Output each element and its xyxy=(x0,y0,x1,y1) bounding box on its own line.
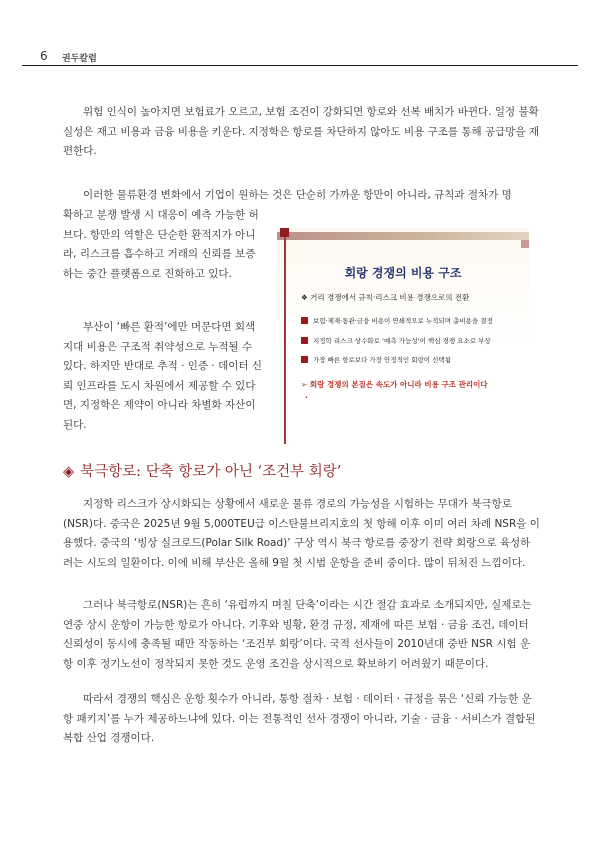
paragraph-3-text: 부산이 ‘빠른 환적’에만 머문다면 회색지대 비용은 구조적 취약성으로 누적될 수 있다. 하지만 반대로 추적 · 인증 · 데이터 신뢰 인프라를 도시 차원에서 제공할 수 있다면, 지정학은 제약이 아니라 차별화 자산이 된다. xyxy=(63,321,263,431)
section-paragraph-text: 지정학 리스크가 상시화되는 상황에서 새로운 물류 경로의 가능성을 시험하는 무대가 북극항로(NSR)다. 중국은 2025년 9월 5,000TEU급 이스탄불브리지호의 첫 항해 이후 이미 여러 차례 NSR을 이용했다. 중국의 ‘빙상 실크로드(Polar Silk Road)’ 구상 역시 북극 항로를 중장기 전략 회랑으로 육성하려는 시도의 일환이다. 이에 비해 부산은 올해 9월 첫 시범 운항을 준비 중이다. 많이 뒤처진 느낌이다. xyxy=(63,498,540,569)
bullet-square-icon xyxy=(301,337,308,344)
paragraph-2-rest-text: 확하고 분쟁 발생 시 대응이 예측 가능한 허브다. 항만의 역할은 단순한 환적지가 아니라, 리스크를 흡수하고 거래의 신뢰를 보증하는 중간 플랫폼으로 진화하고 있다. xyxy=(63,209,259,280)
section-paragraph-text: 그러나 북극항로(NSR)는 흔히 ‘유럽까지 며칠 단축’이라는 시간 절감 효과로 소개되지만, 실제로는 연중 상시 운항이 가능한 항로가 아니다. 기후와 빙황, 환경 규정, 제재에 따른 보험 · 금융 조건, 데이터 신뢰성이 동시에 충족될 때만 작동하는 ‘조건부 회랑’이다. 국적 선사들이 2010년대 중반 NSR 시험 운항 이후 정기노선이 정착되지 못한 것도 운영 조건을 상시적으로 확보하기 어려웠기 때문이다. xyxy=(63,599,532,670)
callout-corner-square xyxy=(280,228,289,237)
callout-title: 회랑 경쟁의 비용 구조 xyxy=(344,266,462,280)
page-header xyxy=(0,0,600,66)
callout-bullet xyxy=(301,355,451,364)
callout-bullet-text: 지정학 리스크 상수화로 ‘예측 가능성’이 핵심 경쟁 요소로 부상 xyxy=(313,337,491,345)
paragraph-2-continuation xyxy=(63,206,263,284)
section-heading xyxy=(63,460,341,481)
header-rule xyxy=(22,65,578,66)
paragraph-3 xyxy=(63,318,263,435)
callout-bullet xyxy=(301,336,491,345)
callout-bullet-text: 가장 빠른 항로보다 가장 안정적인 회랑이 선택됨 xyxy=(313,356,451,364)
callout-conclusion-text: ➢ 회랑 경쟁의 본질은 속도가 아니라 비용 구조 관리이다 xyxy=(301,380,488,389)
callout-bullet-text: 보험·제재·통관·금융 비용이 연쇄적으로 누적되며 총비용을 결정 xyxy=(313,317,493,325)
bullet-square-icon xyxy=(301,317,308,324)
paragraph-2-line1-text: 이러한 물류환경 변화에서 기업이 원하는 것은 단순히 가까운 항만이 아니라, 규칙과 절차가 명 xyxy=(83,189,512,201)
callout-box xyxy=(277,228,529,440)
callout-conclusion xyxy=(301,378,526,404)
bullet-square-icon xyxy=(301,356,308,363)
section-paragraph-2 xyxy=(63,596,540,674)
intro-paragraph xyxy=(63,103,540,162)
callout-bullet xyxy=(301,316,493,325)
diamond-bullet-icon: ◈ xyxy=(63,464,75,480)
section-paragraph-3 xyxy=(63,690,540,749)
intro-paragraph-text: 위험 인식이 높아지면 보험료가 오르고, 보험 조건이 강화되면 항로와 선복 배치가 바뀐다. 일정 불확실성은 재고 비용과 금융 비용을 키운다. 지정학은 항로를 차단하지 않아도 비용 구조를 통해 공급망을 재편한다. xyxy=(63,106,540,157)
callout-top-bar xyxy=(277,232,529,240)
paragraph-2-first-line xyxy=(63,186,540,206)
section-heading-text: 북극항로: 단축 항로가 아닌 ‘조건부 회랑’ xyxy=(80,464,342,480)
running-title: 권두칼럼 xyxy=(62,54,97,64)
section-paragraph-text: 따라서 경쟁의 핵심은 운항 횟수가 아니라, 통항 절차 · 보험 · 데이터 · 규정을 묶은 ‘신뢰 가능한 운항 패키지’를 누가 제공하느냐에 있다. 이는 전통적인 선사 경쟁이 아니라, 기술 · 금융 · 서비스가 결합된 복합 산업 경쟁이다. xyxy=(63,693,536,744)
callout-conclusion-dot: · xyxy=(305,393,308,402)
section-paragraph-1 xyxy=(63,495,540,573)
page-number: 6 xyxy=(40,49,48,63)
callout-corner-square-right xyxy=(521,240,529,248)
callout-subtitle: ❖ 거리 경쟁에서 규칙·리스크 비용 경쟁으로의 전환 xyxy=(301,293,470,302)
